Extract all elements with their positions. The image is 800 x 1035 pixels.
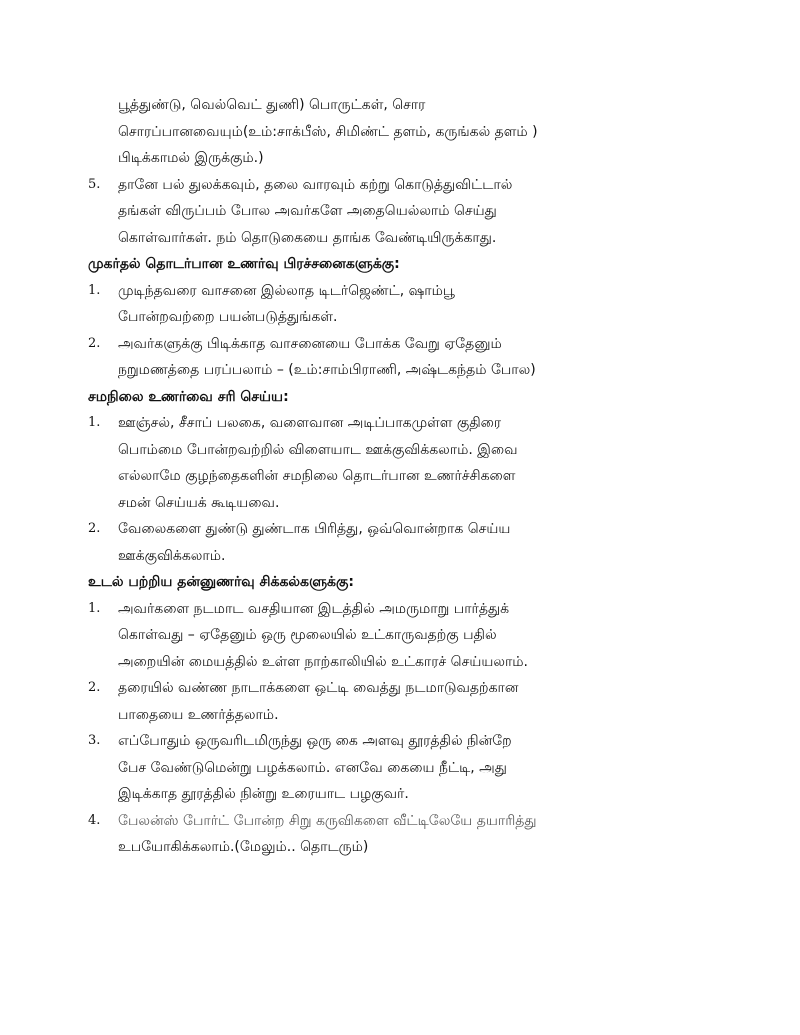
text-line: பாதையை உணர்த்தலாம். (118, 706, 279, 723)
list-item (88, 410, 740, 516)
section-heading-balance: சமநிலை உணர்வை சரி செய்ய: (88, 388, 289, 405)
text-line: போன்றவற்றை பயன்படுத்துங்கள். (118, 309, 338, 325)
text-line: சொரப்பானவையும்(உம்:சாக்பீஸ், சிமிண்ட் தளம், கருங்கல் தளம் ) (118, 123, 538, 140)
list-item (88, 331, 740, 384)
list-number: 1. (88, 415, 101, 430)
text-line: உபயோகிக்கலாம்.(மேலும்.. தொடரும்) (118, 839, 369, 855)
section-heading-body-awareness: உடல் பற்றிய தன்னுணர்வு சிக்கல்களுக்கு: (88, 574, 354, 590)
intro-paragraph (88, 92, 740, 172)
list-number: 2. (88, 335, 101, 351)
text-line: எப்போதும் ஒருவரிடமிருந்து ஒரு கை அளவு தூரத்தில் நின்றே (118, 733, 512, 749)
list-item (88, 728, 740, 808)
text-line: பொம்மை போன்றவற்றில் விளையாட ஊக்குவிக்கலாம். இவை (118, 441, 518, 458)
text-line: வேலைகளை துண்டு துண்டாக பிரித்து, ஒவ்வொன்றாக செய்ய (118, 521, 511, 537)
text-line: கொள்வது – ஏதேனும் ஒரு மூலையில் உட்காருவதற்கு பதில் (118, 627, 497, 643)
list-number: 2. (88, 521, 101, 536)
text-line: ஊஞ்சல், சீசாப் பலகை, வளைவான அடிப்பாகமுள்ள குதிரை (118, 415, 502, 431)
list-item (88, 596, 740, 676)
text-line: தரையில் வண்ண நாடாக்களை ஒட்டி வைத்து நடமாடுவதற்கான (118, 680, 519, 696)
text-line: முடிந்தவரை வாசனை இல்லாத டிடர்ஜெண்ட், ஷாம்பூ (118, 282, 455, 299)
list-item (88, 278, 740, 331)
text-line: இடிக்காத தூரத்தில் நின்று உரையாட பழகுவர். (118, 786, 409, 802)
list-number: 1. (88, 600, 101, 616)
section-heading-smell: முகர்தல் தொடர்பான உணர்வு பிரச்சனைகளுக்கு: (88, 256, 400, 272)
text-line: சமன் செய்யக் கூடியவை. (118, 494, 280, 511)
text-line: கொள்வார்கள். நம் தொடுகையை தாங்க வேண்டியிருக்காது. (118, 229, 497, 246)
text-line: பேலன்ஸ் போர்ட் போன்ற சிறு கருவிகளை வீட்டிலேயே தயாரித்து (118, 812, 537, 829)
list-item (88, 675, 740, 728)
list-item-5 (88, 172, 740, 252)
list-item (88, 516, 740, 569)
list-number: 3. (88, 733, 101, 748)
text-line: பிடிக்காமல் இருக்கும்.) (118, 150, 264, 166)
list-number: 2. (88, 680, 101, 695)
text-line: நறுமணத்தை பரப்பலாம் – (உம்:சாம்பிராணி, அஷ்டகந்தம் போல) (118, 362, 536, 378)
text-line: பேச வேண்டுமென்று பழக்கலாம். எனவே கையை நீட்டி, அது (118, 759, 507, 776)
text-line: பூத்துண்டு, வெல்வெட் துணி) பொருட்கள், சொர (118, 97, 426, 113)
text-line: எல்லாமே குழந்தைகளின் சமநிலை தொடர்பான உணர்ச்சிகளை (118, 468, 516, 484)
text-line: அவர்களுக்கு பிடிக்காத வாசனையை போக்க வேறு ஏதேனும் (118, 335, 502, 352)
text-line: தங்கள் விருப்பம் போல அவர்களே அதையெல்லாம் செய்து (118, 203, 497, 219)
text-line: அறையின் மையத்தில் உள்ள நாற்காலியில் உட்காரச் செய்யலாம். (118, 653, 528, 670)
list-item (88, 808, 740, 861)
list-number: 5. (88, 176, 101, 192)
list-number: 1. (88, 282, 101, 298)
text-line: ஊக்குவிக்கலாம். (118, 547, 226, 564)
text-line: அவர்களை நடமாட வசதியான இடத்தில் அமருமாறு பார்த்துக் (118, 600, 510, 617)
text-line: தானே பல் துலக்கவும், தலை வாரவும் கற்று கொடுத்துவிட்டால் (118, 176, 513, 193)
list-number: 4. (88, 812, 101, 828)
